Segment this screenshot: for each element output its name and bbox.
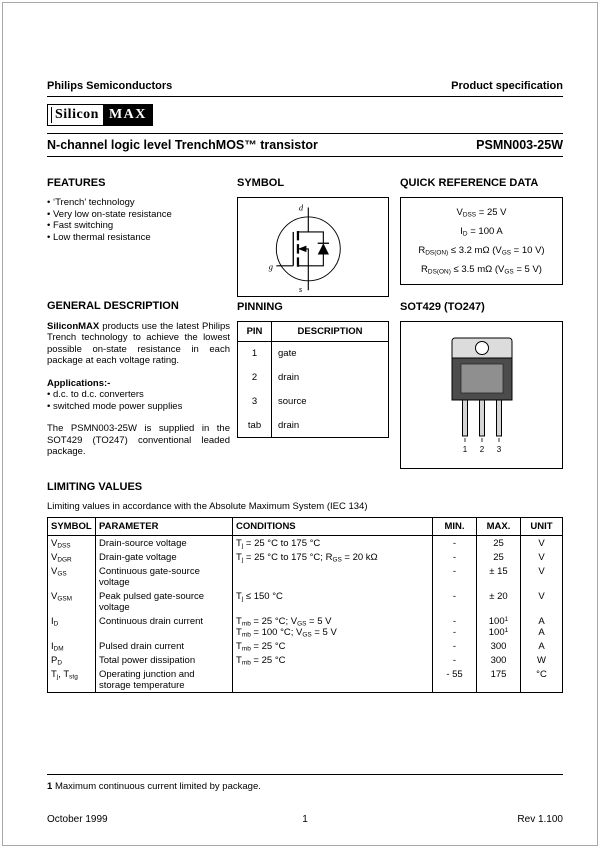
title-band bbox=[47, 138, 563, 152]
col-conditions: CONDITIONS bbox=[233, 518, 433, 536]
features-list bbox=[47, 197, 230, 243]
limiting-values-cell-unit: V bbox=[521, 589, 563, 614]
limiting-values-cell-unit: W bbox=[521, 653, 563, 667]
package-pin1-label: 1 bbox=[462, 445, 467, 454]
footnote-marker: 1 bbox=[47, 781, 53, 792]
part-number: PSMN003-25W bbox=[476, 138, 563, 152]
col-max: MAX. bbox=[477, 518, 521, 536]
limiting-values-header-row bbox=[48, 518, 563, 536]
limiting-values-cell-unit: °C bbox=[521, 667, 563, 693]
feature-item: • Very low on-state resistance bbox=[47, 209, 230, 221]
header-company: Philips Semiconductors bbox=[47, 80, 173, 92]
pinning-col-pin: PIN bbox=[238, 322, 272, 342]
general-description-heading: GENERAL DESCRIPTION bbox=[47, 300, 179, 312]
limiting-values-cell-unit: V bbox=[521, 536, 563, 551]
footnote-text: Maximum continuous current limited by package. bbox=[54, 781, 261, 792]
package-pin2-label: 2 bbox=[479, 445, 484, 454]
pinning-pin: tab bbox=[238, 414, 272, 438]
col-unit: UNIT bbox=[521, 518, 563, 536]
limiting-values-section bbox=[47, 481, 563, 693]
limiting-values-cell-unit: V bbox=[521, 564, 563, 589]
header-rule bbox=[47, 96, 563, 97]
limiting-values-cell-conditions: $T_{mb} = 25$ °C; $V_{GS} = 5$ V $T_{mb} = 100$ °C; $V_{GS} = 5$ V bbox=[233, 614, 433, 639]
pinning-heading: PINNING bbox=[237, 301, 283, 313]
limiting-values-cell-symbol: $V_{DGR}$ bbox=[51, 551, 72, 564]
limiting-values-cell-max: 25 bbox=[477, 550, 521, 564]
limiting-values-row bbox=[48, 653, 563, 667]
header-spec-type: Product specification bbox=[451, 80, 563, 92]
limiting-values-cell-min: - bbox=[433, 550, 477, 564]
logo-silicon-text: Silicon bbox=[47, 104, 103, 126]
footnote bbox=[47, 781, 563, 792]
limiting-values-cell-parameter: Continuous gate-source voltage bbox=[96, 564, 233, 589]
limiting-values-heading: LIMITING VALUES bbox=[47, 481, 143, 493]
limiting-values-cell-conditions: $T_{mb} = 25$ °C bbox=[233, 653, 433, 667]
limiting-values-tbody bbox=[48, 536, 563, 693]
symbol-heading: SYMBOL bbox=[237, 177, 285, 189]
pinning-description: drain bbox=[278, 372, 300, 383]
limiting-values-cell-symbol: $T_j$, $T_{stg}$ bbox=[51, 668, 78, 681]
limiting-values-cell-max: 25 bbox=[477, 536, 521, 551]
pinning-pin: 2 bbox=[238, 366, 272, 390]
quick-reference-box bbox=[400, 197, 563, 285]
brand-name: SiliconMAX bbox=[47, 320, 100, 332]
mosfet-symbol-drawing bbox=[250, 200, 376, 294]
limiting-values-cell-unit: A A bbox=[521, 614, 563, 639]
title-rule-top bbox=[47, 133, 563, 134]
limiting-values-cell-conditions: $T_j = 25$ °C to 175 °C bbox=[233, 536, 433, 551]
symbol-gate-label: g bbox=[268, 261, 274, 272]
package-note: The PSMN003-25W is supplied in the SOT429 (TO247) conventional leaded package. bbox=[47, 423, 230, 457]
limiting-values-cell-parameter: Total power dissipation bbox=[96, 653, 233, 667]
to247-package-drawing bbox=[427, 330, 537, 460]
limiting-values-cell-min: - bbox=[433, 536, 477, 551]
general-description-text: products use the latest Philips Trench technology to achieve the lowest possible on-state resistance in each package at each voltage rating. bbox=[47, 320, 230, 366]
limiting-values-cell-conditions bbox=[233, 564, 433, 589]
limiting-values-row bbox=[48, 550, 563, 564]
package-box bbox=[400, 321, 563, 469]
pinning-header-row bbox=[238, 322, 389, 342]
limiting-values-cell-max: ± 15 bbox=[477, 564, 521, 589]
limiting-values-row bbox=[48, 614, 563, 639]
limiting-values-row bbox=[48, 536, 563, 551]
pinning-pin: 3 bbox=[238, 390, 272, 414]
applications-heading: Applications:- bbox=[47, 377, 111, 389]
limiting-values-cell-parameter: Continuous drain current bbox=[96, 614, 233, 639]
feature-item: • Fast switching bbox=[47, 220, 230, 232]
limiting-values-cell-max: 300 bbox=[477, 639, 521, 653]
page-footer bbox=[47, 814, 563, 825]
limiting-values-cell-symbol: $I_{DM}$ bbox=[51, 640, 64, 653]
limiting-values-cell-parameter: Pulsed drain current bbox=[96, 639, 233, 653]
col-symbol: SYMBOL bbox=[48, 518, 96, 536]
quick-reference-row: $V_{DSS} = 25$ V bbox=[456, 207, 507, 219]
applications-list bbox=[47, 389, 230, 412]
limiting-values-cell-parameter: Drain-gate voltage bbox=[96, 550, 233, 564]
limiting-values-table bbox=[47, 517, 563, 693]
col-min: MIN. bbox=[433, 518, 477, 536]
limiting-values-cell-max: 300 bbox=[477, 653, 521, 667]
limiting-values-cell-conditions: $T_j \le 150$ °C bbox=[233, 589, 433, 614]
limiting-values-cell-parameter: Peak pulsed gate-source voltage bbox=[96, 589, 233, 614]
pinning-pin: 1 bbox=[238, 342, 272, 366]
limiting-values-cell-parameter: Drain-source voltage bbox=[96, 536, 233, 551]
quick-reference-row: $R_{DS(ON)} \le 3.5$ mΩ ($V_{GS} = 5$ V) bbox=[421, 264, 542, 276]
limiting-values-cell-min: - bbox=[433, 653, 477, 667]
pinning-description: drain bbox=[278, 419, 300, 431]
symbol-source-label: s bbox=[298, 284, 303, 294]
quick-reference-heading: QUICK REFERENCE DATA bbox=[400, 177, 539, 189]
features-section bbox=[47, 177, 230, 243]
application-item: • switched mode power supplies bbox=[47, 401, 230, 413]
limiting-values-cell-symbol: $V_{GSM}$ bbox=[51, 590, 73, 603]
package-pin3-label: 3 bbox=[496, 445, 501, 454]
symbol-drain-label: d bbox=[298, 202, 304, 213]
limiting-values-cell-conditions bbox=[233, 667, 433, 693]
limiting-values-intro: Limiting values in accordance with the Absolute Maximum System (IEC 134) bbox=[47, 501, 368, 512]
limiting-values-cell-unit: V bbox=[521, 550, 563, 564]
limiting-values-cell-parameter: Operating junction and storage temperature bbox=[96, 667, 233, 693]
document-header bbox=[47, 80, 563, 92]
limiting-values-cell-conditions: $T_j = 25$ °C to 175 °C; $R_{GS} = 20$ kΩ bbox=[233, 550, 433, 564]
limiting-values-row bbox=[48, 667, 563, 693]
siliconmax-logo bbox=[47, 104, 153, 126]
limiting-values-cell-min: - - bbox=[433, 614, 477, 639]
general-description-paragraph bbox=[47, 321, 230, 367]
symbol-section bbox=[237, 177, 389, 297]
limiting-values-cell-min: - bbox=[433, 589, 477, 614]
logo-max-text: MAX bbox=[103, 104, 153, 126]
pinning-section bbox=[237, 301, 389, 438]
footer-revision: Rev 1.100 bbox=[517, 814, 563, 825]
pinning-description: source bbox=[278, 396, 307, 407]
quick-reference-section bbox=[400, 177, 563, 285]
pinning-row bbox=[238, 366, 389, 390]
pinning-row bbox=[238, 342, 389, 366]
pinning-table bbox=[237, 321, 389, 438]
col-parameter: PARAMETER bbox=[96, 518, 233, 536]
limiting-values-cell-symbol: $P_D$ bbox=[51, 654, 63, 667]
limiting-values-cell-max: ± 20 bbox=[477, 589, 521, 614]
pinning-description: gate bbox=[278, 348, 297, 360]
footnote-rule bbox=[47, 774, 563, 775]
limiting-values-cell-symbol: $I_D$ bbox=[51, 615, 59, 628]
limiting-values-cell-conditions: $T_{mb} = 25$ °C bbox=[233, 639, 433, 653]
feature-item: • ‘Trench’ technology bbox=[47, 197, 230, 209]
limiting-values-cell-max: $100^1$ $100^1$ bbox=[477, 614, 521, 639]
package-heading: SOT429 (TO247) bbox=[400, 301, 485, 313]
pinning-col-description: DESCRIPTION bbox=[272, 322, 389, 342]
limiting-values-row bbox=[48, 639, 563, 653]
feature-item: • Low thermal resistance bbox=[47, 232, 230, 244]
title-rule-bottom bbox=[47, 156, 563, 157]
limiting-values-cell-unit: A bbox=[521, 639, 563, 653]
limiting-values-row bbox=[48, 589, 563, 614]
package-section bbox=[400, 301, 563, 469]
limiting-values-cell-max: 175 bbox=[477, 667, 521, 693]
limiting-values-cell-min: - bbox=[433, 639, 477, 653]
footer-date: October 1999 bbox=[47, 814, 108, 825]
quick-reference-row: $I_D = 100$ A bbox=[460, 226, 503, 238]
document-title: N-channel logic level TrenchMOS™ transistor bbox=[47, 138, 318, 152]
general-description-section bbox=[47, 301, 230, 469]
features-heading: FEATURES bbox=[47, 177, 106, 189]
application-item: • d.c. to d.c. converters bbox=[47, 389, 230, 401]
limiting-values-cell-min: - 55 bbox=[433, 667, 477, 693]
pinning-row bbox=[238, 414, 389, 438]
quick-reference-row: $R_{DS(ON)} \le 3.2$ mΩ ($V_{GS} = 10$ V) bbox=[418, 245, 545, 257]
footer-page-number: 1 bbox=[302, 814, 308, 825]
symbol-box bbox=[237, 197, 389, 297]
limiting-values-cell-min: - bbox=[433, 564, 477, 589]
limiting-values-row bbox=[48, 564, 563, 589]
limiting-values-cell-symbol: $V_{DSS}$ bbox=[51, 537, 71, 550]
pinning-row bbox=[238, 390, 389, 414]
limiting-values-cell-symbol: $V_{GS}$ bbox=[51, 565, 67, 578]
